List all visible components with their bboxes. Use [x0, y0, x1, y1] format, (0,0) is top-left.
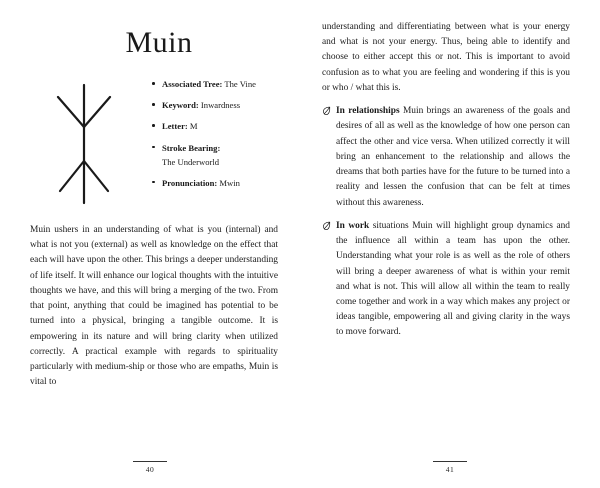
list-item [322, 219, 570, 341]
attr-label: Stroke Bearing: [162, 142, 221, 153]
list-item [152, 98, 278, 112]
list-item [322, 104, 570, 211]
page-number: 41 [445, 465, 455, 474]
rune-attribute-list [138, 77, 278, 197]
list-item [152, 176, 278, 190]
left-body-paragraph: Muin ushers in an understanding of what is you (internal) and what is not you (external) as well as knowledge on the effect that each will have upon the other. This brings a deeper understanding of life itself. It will enhance our logical thoughts with the intuitive thoughts we have, and this will bring a merging of the two. From that point, anything that could be imagined has potential to be turned into a physical, bringing a tangible outcome. It is empowering in its nature and will bring clarity when utilized correctly. A practical example with regards to spirituality particularly with medium-ship or those who are empaths, Muin is vital to [30, 225, 278, 388]
attr-subvalue: The Underworld [162, 156, 220, 167]
list-item [152, 141, 278, 169]
attr-label: Pronunciation: [162, 177, 218, 188]
footer-rule [433, 461, 467, 462]
attr-value: The Vine [222, 79, 256, 89]
list-item [152, 77, 278, 91]
attr-value: M [187, 121, 198, 132]
list-item [152, 119, 278, 133]
item-text: situations Muin will highlight group dynamics and the influence all within a team has upon the other. Understanding what your role is as well as the role of others will bring a deeper awareness of what is within your remit and what is not. This will allow all within the team to really come together and work in a way which makes any project or ideas tangible, empowering all and giving clarity in the ways to move forward. [336, 220, 570, 338]
item-text: Muin brings an awareness of the goals and desires of all as well as the knowledge of how one person can affect the other and vice versa. When utilized correctly it will bring an enhancement to the relationship and allows the dreams that both parties have for the future to be turned into a reality and lessen the confusion that can be felt at times without this awareness. [336, 106, 571, 208]
attr-label: Letter: [162, 121, 188, 132]
page-number: 40 [145, 465, 155, 474]
leaf-bullet-icon [322, 221, 331, 232]
attr-label: Associated Tree: [162, 79, 223, 89]
attr-value: Mwin [217, 177, 240, 188]
right-page-footer [300, 461, 600, 474]
item-lead-in: In work [336, 220, 370, 231]
right-intro-paragraph: understanding and differentiating between what is your energy and what is not your energy. Thus, being able to identify and choose to either accept this or not. This is important to avoid confusion as to what you are feeling and wondering if this is you or who / what this is. [322, 22, 570, 93]
right-page [300, 0, 600, 488]
attr-label: Keyword: [162, 100, 199, 111]
rune-summary-block [30, 77, 278, 205]
item-lead-in: In relationships [336, 106, 400, 117]
attr-value: Inwardness [198, 100, 241, 111]
right-leaf-list [322, 104, 570, 341]
page-title: Muin [125, 26, 193, 59]
leaf-bullet-icon [322, 106, 331, 117]
footer-rule [133, 461, 167, 462]
muin-rune-glyph-icon [52, 83, 116, 205]
rune-glyph-container [30, 77, 138, 205]
left-page-footer [0, 461, 300, 474]
